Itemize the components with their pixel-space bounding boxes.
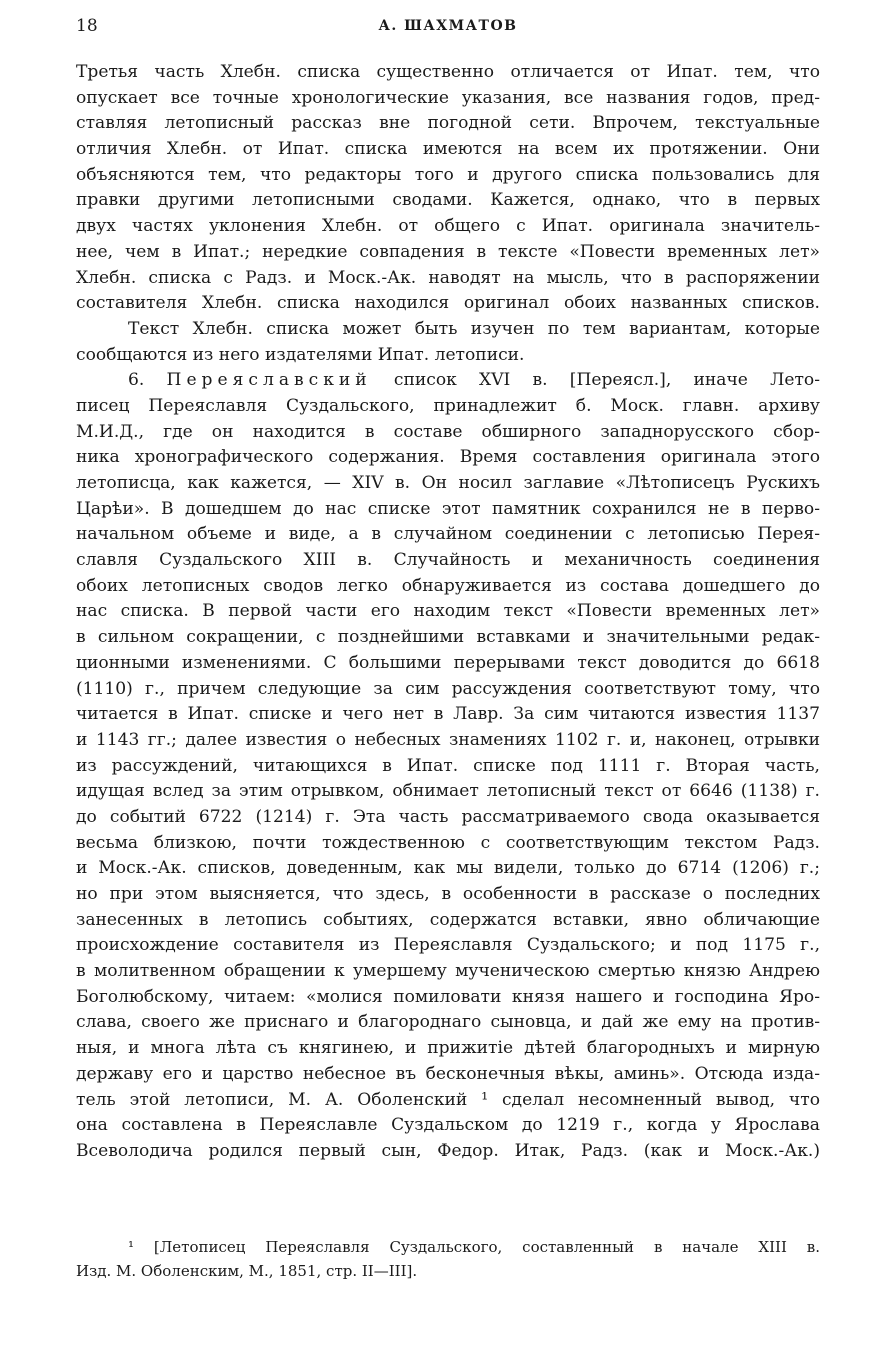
text-line: нас списка. В первой части его находим текст «Повести временных лет» [76, 601, 820, 622]
text-line: и Моск.-Ак. списков, доведенным, как мы видели, только до 6714 (1206) г.; [76, 858, 820, 879]
text-line: Текст Хлебн. списка может быть изучен по тем вариантам, которые [128, 318, 820, 339]
text-line: сообщаются из него издателями Ипат. летописи. [76, 344, 525, 365]
text-line: происхождение составителя из Переяславля Суздальского; и под 1175 г., [76, 935, 820, 956]
text-line: Хлебн. списка с Радз. и Моск.-Ак. наводят на мысль, что в распоряжении [76, 267, 820, 288]
text-line: Боголюбскому, читаем: «молися помиловати князя нашего и господина Яро- [76, 986, 820, 1007]
text-line: обоих летописных сводов легко обнаруживается из состава дошедшего до [76, 575, 820, 596]
text-line: ныя, и многа лѣта съ княгинею, и прижитіе дѣтей благородныхъ и мирную [76, 1038, 820, 1059]
footnote-line: ¹ [Летописец Переяславля Суздальского, составленный в начале XIII в. [128, 1238, 820, 1256]
paragraph [76, 317, 820, 368]
text-line: составителя Хлебн. списка находился оригинал обоих названных списков. [76, 293, 820, 314]
section-first-line-text: список XVI в. [Переясл.], иначе Лето- [393, 370, 820, 391]
running-head: А. ШАХМАТОВ [378, 18, 518, 34]
text-line: Всеволодича родился первый сын, Федор. Итак, Радз. (как и Моск.-Ак.) [76, 1140, 820, 1161]
text-line: начальном объеме и виде, а в случайном соединении с летописью Перея- [76, 524, 820, 545]
text-line: в сильном сокращении, с позднейшими вставками и значительными редак- [76, 627, 820, 648]
section-number: 6. [128, 370, 145, 391]
text-line: из рассуждений, читающихся в Ипат. списке под 1111 г. Вторая часть, [76, 755, 820, 776]
footnote-line: Изд. М. Оболенским, М., 1851, стр. II—III]. [76, 1262, 418, 1280]
paragraph [76, 60, 820, 317]
paragraph-section-6 [76, 368, 820, 1164]
page-header [76, 14, 820, 38]
text-line: читается в Ипат. списке и чего нет в Лавр. За сим читаются известия 1137 [76, 704, 820, 725]
text-line: объясняются тем, что редакторы того и другого списка пользовались для [76, 164, 820, 185]
text-line: опускает все точные хронологические указания, все названия годов, пред- [76, 87, 820, 108]
body-text [76, 60, 820, 1165]
text-line: нее, чем в Ипат.; нередкие совпадения в тексте «Повести временных лет» [76, 241, 820, 262]
text-line: тель этой летописи, М. А. Оболенский ¹ сделал несомненный вывод, что [76, 1089, 820, 1110]
text-line: но при этом выясняется, что здесь, в особенности в рассказе о последних [76, 884, 820, 904]
text-line: двух частях уклонения Хлебн. от общего с Ипат. оригинала значитель- [76, 216, 820, 237]
section-first-line [76, 368, 820, 394]
text-line: ника хронографического содержания. Время составления оригинала этого [76, 447, 820, 468]
text-line: Царѣи». В дошедшем до нас списке этот памятник сохранился не в перво- [76, 498, 820, 519]
text-line: Третья часть Хлебн. списка существенно отличается от Ипат. тем, что [76, 62, 820, 82]
page-number: 18 [76, 16, 98, 36]
text-line: писец Переяславля Суздальского, принадлежит б. Моск. главн. архиву [76, 395, 820, 416]
text-line: и 1143 гг.; далее известия о небесных знамениях 1102 г. и, наконец, отрывки [76, 729, 820, 750]
text-line: державу его и царство небесное въ бесконечныя вѣкы, аминь». Отсюда изда- [76, 1063, 820, 1084]
section-title: Переяславский [166, 370, 372, 391]
text-line: отличия Хлебн. от Ипат. списка имеются на всем их протяжении. Они [76, 139, 820, 160]
text-line: она составлена в Переяславле Суздальском до 1219 г., когда у Ярослава [76, 1115, 820, 1136]
text-line: весьма близкою, почти тождественною с соответствующим текстом Радз. [76, 832, 820, 853]
text-line: ционными изменениями. С большими перерывами текст доводится до 6618 [76, 652, 820, 673]
text-line: слава, своего же приснаго и благороднаго сыновца, и дай же ему на против- [76, 1012, 820, 1033]
text-line: летописца, как кажется, — XIV в. Он носил заглавие «Лѣтописецъ Рускихъ [76, 473, 820, 493]
text-line: М.И.Д., где он находится в составе обширного западнорусского сбор- [76, 421, 820, 442]
text-line: идущая вслед за этим отрывком, обнимает летописный текст от 6646 (1138) г. [76, 781, 820, 802]
text-line: славля Суздальского XIII в. Случайность и механичность соединения [76, 550, 820, 571]
text-line: в молитвенном обращении к умершему мученическою смертью князю Андрею [76, 961, 820, 982]
footnote [76, 1235, 820, 1283]
text-line: ставляя летописный рассказ вне погодной сети. Впрочем, текстуальные [76, 113, 820, 134]
text-line: (1110) г., причем следующие за сим рассуждения соответствуют тому, что [76, 678, 820, 699]
text-line: до событий 6722 (1214) г. Эта часть рассматриваемого свода оказывается [76, 806, 820, 827]
text-line: занесенных в летопись событиях, содержатся вставки, явно обличающие [76, 909, 820, 930]
text-line: правки другими летописными сводами. Кажется, однако, что в первых [76, 190, 820, 211]
